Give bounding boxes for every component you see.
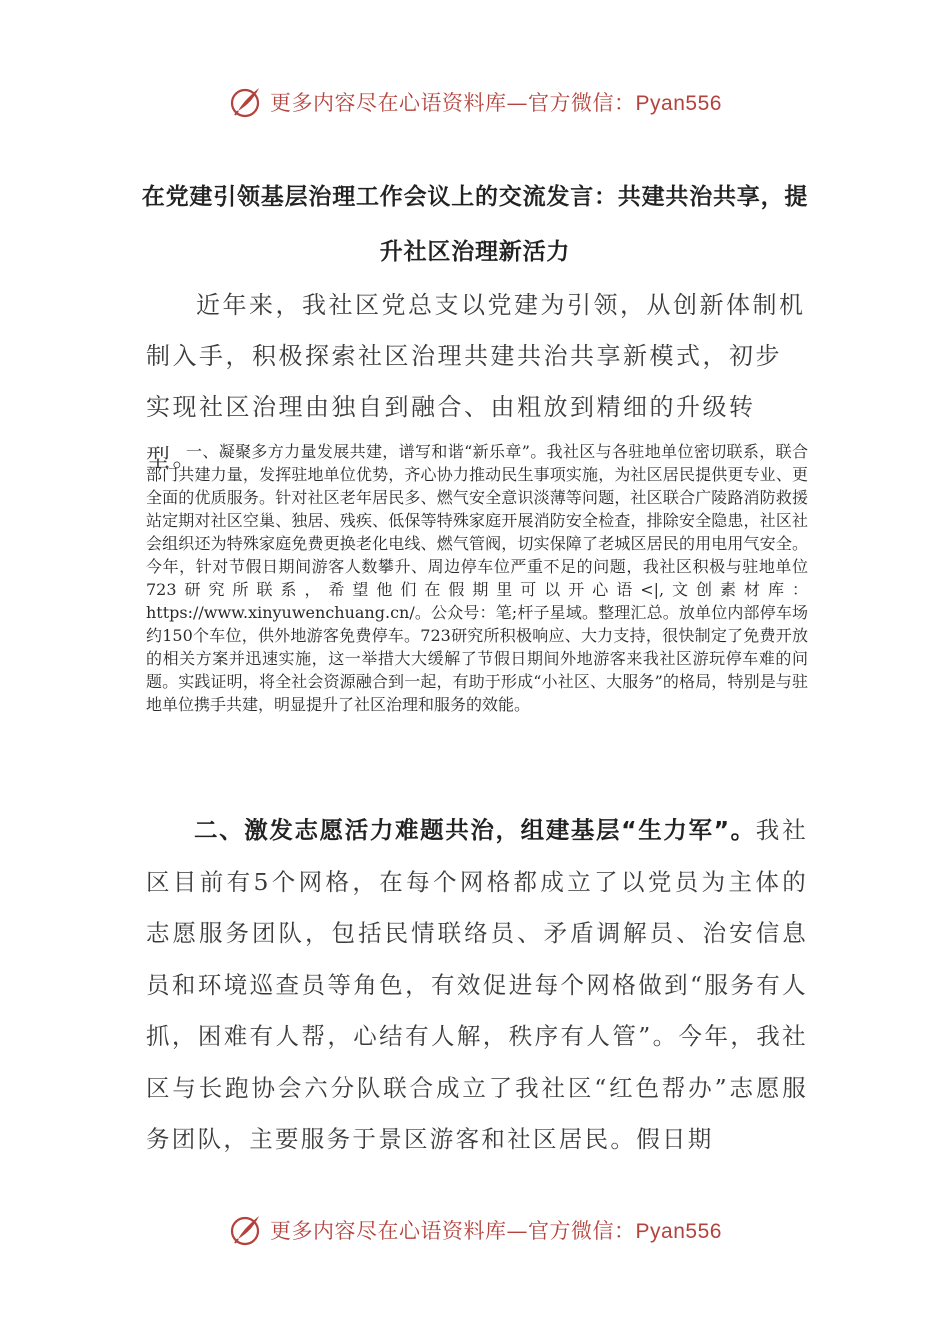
banner-text: 更多内容尽在心语资料库—官方微信：Pyan556 (270, 91, 722, 115)
section-two-heading: 二、激发志愿活力难题共治，组建基层“生力军”。 (194, 816, 756, 844)
bottom-banner (0, 1210, 950, 1250)
document-title: 在党建引领基层治理工作会议上的交流发言：共建共治共享，提升社区治理新活力 (141, 184, 809, 265)
wechat-id: Pyan556 (635, 1220, 722, 1243)
quill-logo-icon (228, 84, 264, 120)
banner-text: 更多内容尽在心语资料库—官方微信：Pyan556 (270, 1219, 722, 1243)
top-banner (0, 82, 950, 122)
section-two-body: 我社区目前有5个网格，在每个网格都成立了以党员为主体的志愿服务团队，包括民情联络员、矛盾调解员、治安信息员和环境巡查员等角色，有效促进每个网格做到“服务有人抓，困难有人帮，心结有人解，秩序有人管”。今年，我社区与长跑协会六分队联合成立了我社区“红色帮办”志愿服务团队，主要服务于景区游客和社区居民。假日期 (146, 816, 808, 1153)
section-one-paragraph: 一、凝聚多方力量发展共建，谱写和谐“新乐章”。我社区与各驻地单位密切联系，联合部门共建力量，发挥驻地单位优势，齐心协力推动民生事项实施，为社区居民提供更专业、更全面的优质服务。针对社区老年居民多、燃气安全意识淡薄等问题，社区联合广陵路消防救援站定期对社区空巢、独居、残疾、低保等特殊家庭开展消防安全检查，排除安全隐患，社区社会组织还为特殊家庭免费更换老化电线、燃气管阀，切实保障了老城区居民的用电用气安全。今年，针对节假日期间游客人数攀升、周边停车位严重不足的问题，我社区积极与驻地单位723研究所联系，希望他们在假期里可以开心语<|,文创素材库：https://www.xinyuwenchuang.cn/。公众号：笔;杆子星域。整理汇总。放单位内部停车场约150个车位，供外地游客免费停车。723研究所积极响应、大力支持，很快制定了免费开放的相关方案并迅速实施，这一举措大大缓解了节假日期间外地游客来我社区游玩停车难的问题。实践证明，将全社会资源融合到一起，有助于形成“小社区、大服务”的格局，特别是与驻地单位携手共建，明显提升了社区治理和服务的效能。 (146, 442, 808, 714)
wechat-id: Pyan556 (635, 92, 722, 115)
quill-logo-icon (228, 1212, 264, 1248)
section-two-paragraph (146, 805, 808, 1166)
intro-paragraph: 近年来，我社区党总支以党建为引领，从创新体制机制入手，积极探索社区治理共建共治共享新模式，初步实现社区治理由独自到融合、由粗放到精细的升级转型。 (146, 291, 806, 472)
